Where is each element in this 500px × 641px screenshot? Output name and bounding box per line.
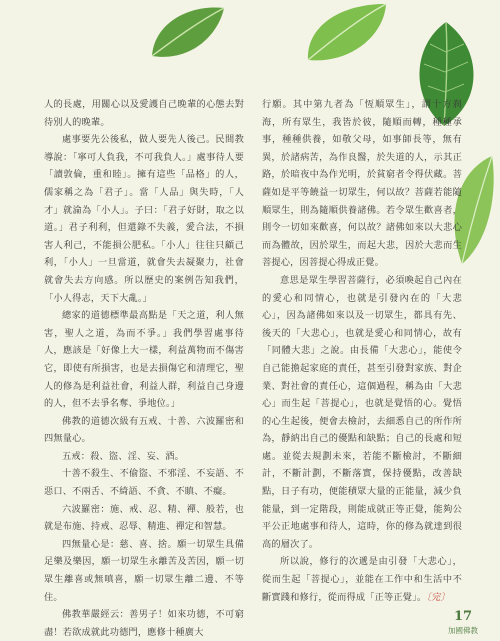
end-mark: 〔完〕 [426, 591, 450, 603]
paragraph: 五戒：殺、盜、淫、妄、酒。 [62, 450, 185, 462]
paragraph: 佛教的道德次級有五戒、十善、六波羅密和四無量心。 [44, 415, 244, 445]
paragraph: 十善不殺生、不偷盜、不邪淫、不妄語、不惡口、不兩舌、不綺語、不貪、不瞋、不癡。 [44, 468, 244, 498]
paragraph: 處事要先公後私，做人要先人後己。民間教導說：「寧可人負我，不可我負人。」處事待人要「讀敦倫，重和睦」。擁有這些「品格」的人，儒家稱之為「君子」。當「人品」與失時，「人才」就淪為「小人」。子曰：「君子好財，取之以道。」君子利利，但還錄不失義，愛合法，不損害人利己，不能損公肥私。「小人」往往只顧己利，「小人」一旦當道，就會失去凝聚力，社會就會失去方向感。所以歷史的案例告知我們，「小人得志，天下大亂。」 [44, 134, 244, 304]
article-column-right [262, 96, 462, 606]
leaf-illustration [146, 2, 228, 64]
page-number: 17 [453, 609, 473, 624]
paragraph: 行願。其中第九者為「恆順眾生」，謂十方刹海，所有眾生，我皆於彼，隨順而轉，種種承事，種種供養，如敬父母，如事師長等，無有異，於諸病苦，為作良醫，於失道的人，示其正路，於暗夜中為作光明，於貧窮者令得伏藏。菩薩如是平等饒益一切眾生，何以故？菩薩若能隨順眾生，則為隨順供養諸佛。若令眾生歡喜者，則令一切如來歡喜，何以故？諸佛如來以大悲心而為體故，因於眾生，而起大悲，因於大悲而生菩提心，因菩提心得成正覺。 [262, 99, 462, 269]
paragraph: 佛教華嚴經云：善男子！如來功德，不可窮盡！若欲成就此功德門，應修十種廣大 [44, 609, 244, 638]
article-column-left [44, 96, 244, 641]
journal-name: 加國佛教 [448, 626, 478, 635]
paragraph: 六波羅密：施、戒、忍、精、禪、般若，也就是布施、持戒、忍辱、精進、禪定和智慧。 [44, 503, 244, 533]
paragraph: 四無量心是：慈、喜、捨。願一切眾生具備足樂及樂因，願一切眾生永離苦及苦因，願一切眾生離喜或無嗔喜，願一切眾生離二邊、不等住。 [44, 538, 244, 603]
paragraph: 總家的道德標準最高點是「天之道，利人無害，聖人之道，為而不爭。」我們學習處事待人，應該是「好像上大一樣，利益萬物而不傷害它，即使有所損害，也是去損傷它和清理它，聖人的修為是利益社會，利益人群，利益自己身邊的人，但不去爭名奪、爭地位。」 [44, 310, 244, 410]
paragraph-text: 所以說，修行的次遞是由引發「大悲心」，從而生起「菩提心」，並能在工作中和生活中不斷實踐和修行，從而得成「正等正覺」。 [262, 556, 462, 603]
page-footer [448, 610, 478, 636]
leaf-illustration [304, 0, 390, 64]
paragraph: 人的長處，用關心以及愛護自己晚輩的心態去對待別人的晚輩。 [44, 99, 244, 128]
paragraph [262, 553, 462, 606]
paragraph: 意思是眾生學習菩薩行，必須喚起自己內在的愛心和同情心，也就是引發內在的「大悲心」，因為諸佛如來以及一切眾生，都具有先、後天的「大悲心」，也就是愛心和同情心，故有「同體大悲」之說。由長備「大悲心」，能使令自己能擔起家庭的責任，甚至引發對家族、對企業、對社會的責任心，這個過程，稱為由「大悲心」而生起「菩提心」，也就是覺悟的心。覺悟的心生起後，便會去檢討，去細悉自己的所作所為，靜納出自己的優點和缺點；自己的長處和短處。並從去規劃未來，若能不斷檢討，不斷細計，不斷計劃，不斷落實，保持優點，改善缺點，日子有功，便能積眾大量的正能量，減少負能量，到一定階段，則能成就正等正覺，能夠公平公正地處事和待人，這時，你的修為就達到很高的層次了。 [262, 274, 462, 550]
